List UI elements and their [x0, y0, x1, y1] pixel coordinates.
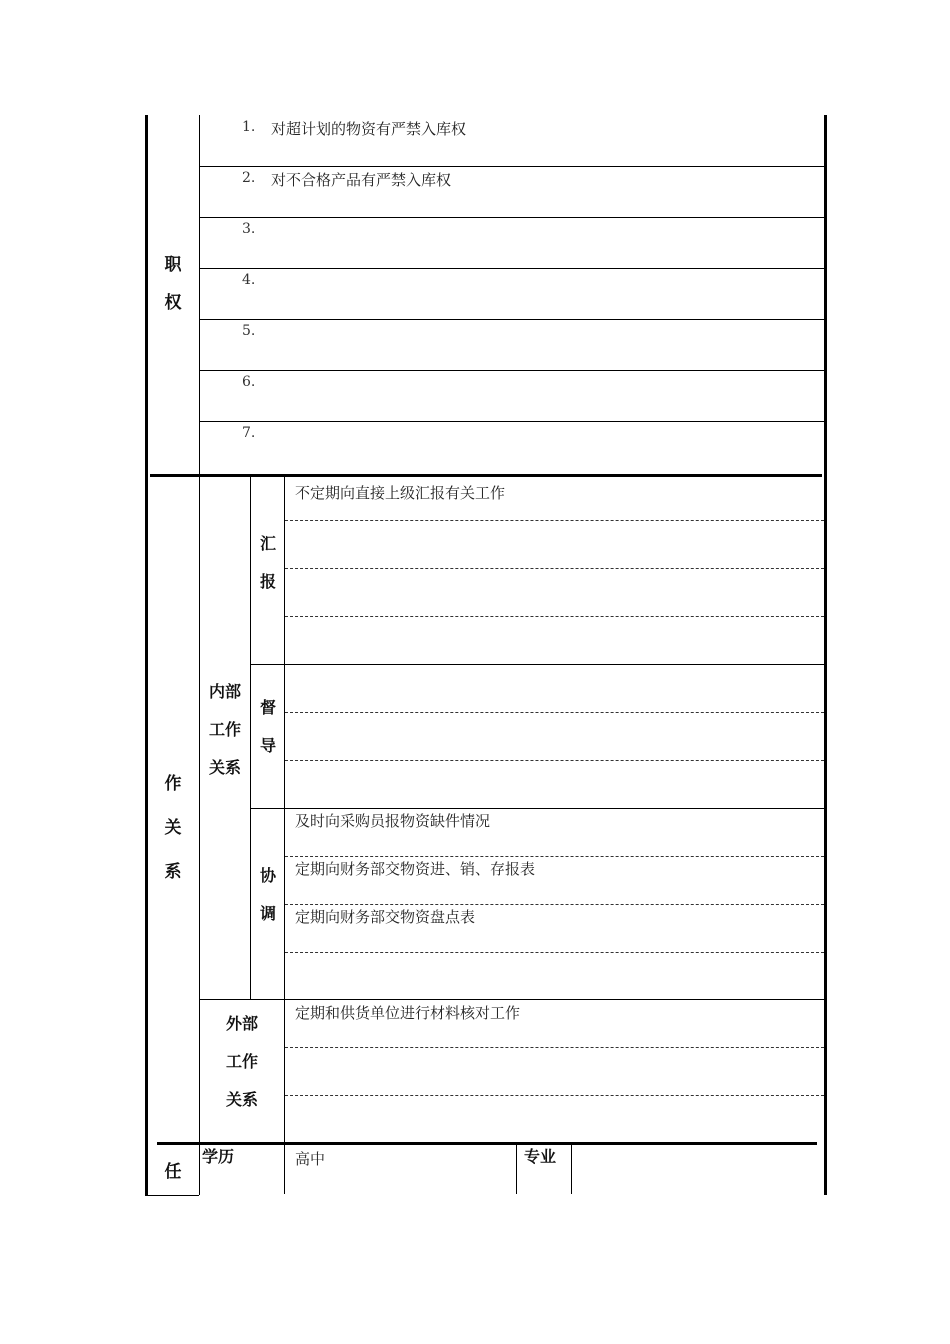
major-label: 专业	[524, 1147, 557, 1166]
internal-external-divider	[199, 999, 824, 1000]
table-right-border	[824, 115, 827, 1195]
authority-item-number: 4.	[242, 272, 256, 288]
section-divider	[157, 1142, 817, 1145]
education-value: 高中	[295, 1150, 326, 1168]
table-left-border	[145, 115, 148, 1195]
authority-row-divider	[199, 268, 824, 269]
supervise-label: 督 导	[259, 698, 276, 755]
content-column-divider	[284, 474, 285, 1194]
education-major-divider	[516, 1144, 517, 1194]
external-relations-label: 外部 工作 关系	[225, 1014, 258, 1109]
coordinate-line-divider	[285, 856, 824, 857]
coordinate-line-text: 定期向财务部交物资盘点表	[295, 908, 476, 926]
authority-item-number: 5.	[242, 323, 256, 339]
major-value-divider	[571, 1144, 572, 1194]
internal-relations-label: 内部 工作 关系	[208, 682, 241, 777]
external-line-divider	[285, 1095, 824, 1096]
bottom-stub-line	[145, 1195, 199, 1196]
work-relations-label: 作 关 系	[164, 774, 182, 882]
authority-item-text: 对超计划的物资有严禁入库权	[271, 120, 467, 138]
authority-item-number: 7.	[242, 425, 256, 441]
external-line-divider	[285, 1047, 824, 1048]
supervise-line-divider	[285, 760, 824, 761]
report-line-divider	[285, 568, 824, 569]
label-column-divider	[199, 115, 200, 1195]
authority-item-number: 6.	[242, 374, 256, 390]
education-label: 学历	[202, 1147, 235, 1166]
report-line-divider	[285, 616, 824, 617]
report-supervise-divider	[250, 664, 824, 665]
authority-row-divider	[199, 217, 824, 218]
authority-row-divider	[199, 370, 824, 371]
authority-item-text: 对不合格产品有严禁入库权	[271, 171, 452, 189]
qualification-label: 任	[164, 1162, 182, 1182]
report-label: 汇 报	[259, 534, 276, 591]
coordinate-line-text: 及时向采购员报物资缺件情况	[295, 812, 491, 830]
authority-label: 职 权	[164, 255, 182, 313]
report-line-divider	[285, 520, 824, 521]
authority-row-divider	[199, 421, 824, 422]
supervise-line-divider	[285, 712, 824, 713]
authority-row-divider	[199, 319, 824, 320]
supervise-coordinate-divider	[250, 808, 824, 809]
authority-item-number: 2.	[242, 170, 256, 186]
coordinate-line-divider	[285, 952, 824, 953]
coordinate-label: 协 调	[259, 866, 276, 923]
coordinate-line-divider	[285, 904, 824, 905]
authority-item-number: 3.	[242, 221, 256, 237]
external-line-text: 定期和供货单位进行材料核对工作	[295, 1004, 521, 1022]
internal-subcolumn-divider	[250, 474, 251, 999]
coordinate-line-text: 定期向财务部交物资进、销、存报表	[295, 860, 536, 878]
authority-row-divider	[199, 166, 824, 167]
authority-item-number: 1.	[242, 119, 256, 135]
report-line-text: 不定期向直接上级汇报有关工作	[295, 484, 506, 502]
